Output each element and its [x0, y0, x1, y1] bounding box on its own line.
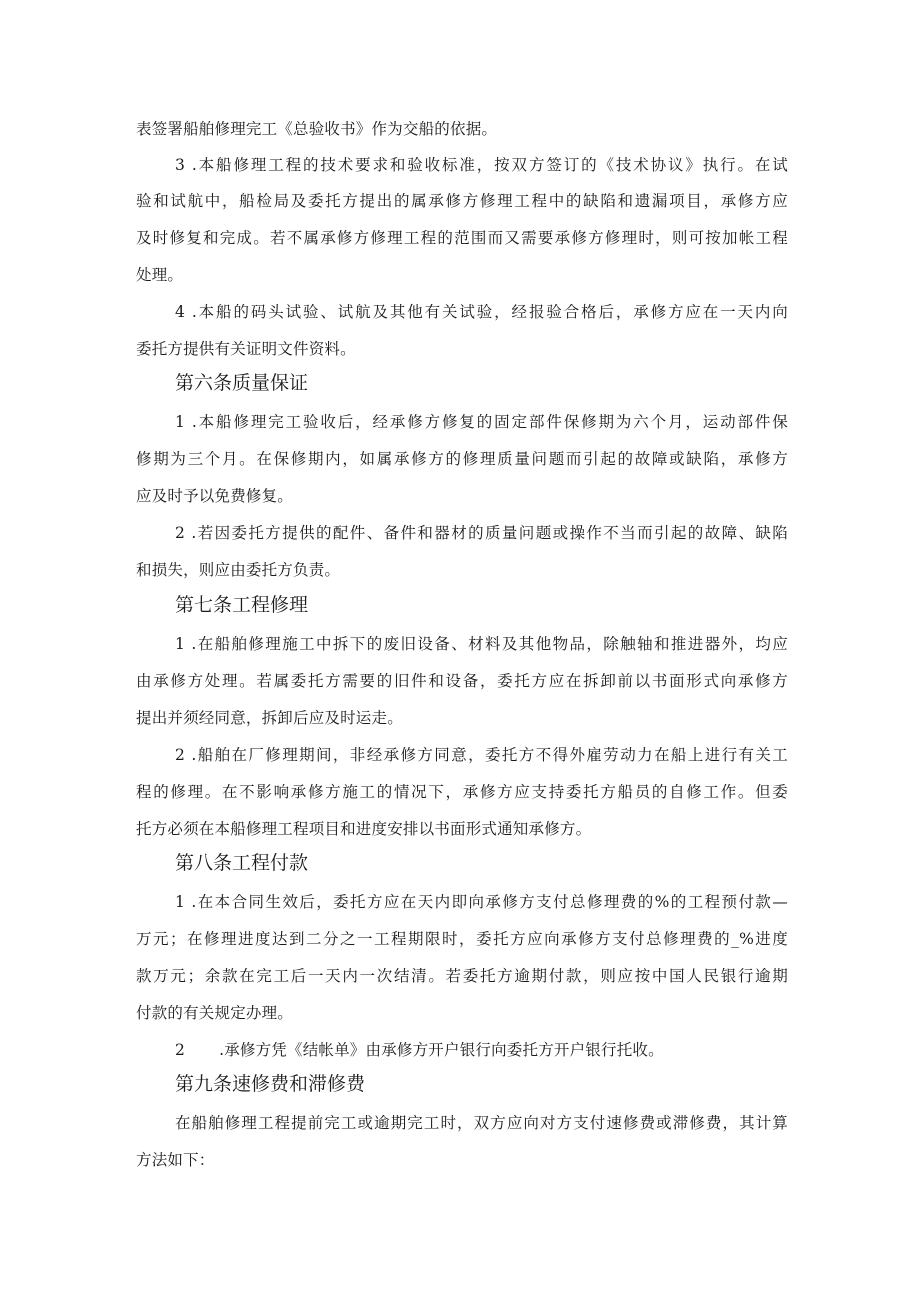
paragraph-line: 程的修理。在不影响承修方施工的情况下，承修方应支持委托方船员的自修工作。但委 — [136, 783, 788, 801]
paragraph-line: 2 .若因委托方提供的配件、备件和器材的质量问题或操作不当而引起的故障、缺陷 — [175, 524, 788, 542]
paragraph-line: 验和试航中，船检局及委托方提出的属承修方修理工程中的缺陷和遗漏项目，承修方应 — [136, 192, 788, 210]
paragraph-line: 应及时予以免费修复。 — [136, 487, 294, 505]
section-heading: 第八条工程付款 — [175, 852, 309, 874]
item-text: .承修方凭《结帐单》由承修方开户银行向委托方开户银行托收。 — [219, 1041, 664, 1059]
paragraph-line: 款万元；余款在完工后一天内一次结清。若委托方逾期付款，则应按中国人民银行逾期 — [136, 967, 788, 985]
paragraph-line: 1 .在船舶修理施工中拆下的废旧设备、材料及其他物品，除触轴和推进器外，均应 — [175, 635, 788, 653]
paragraph-line: 方法如下： — [136, 1151, 215, 1169]
item-number: 2 — [175, 1041, 186, 1059]
paragraph-line: 2 .船舶在厂修理期间，非经承修方同意，委托方不得外雇劳动力在船上进行有关工 — [175, 746, 788, 764]
paragraph-line: 及时修复和完成。若不属承修方修理工程的范围而又需要承修方修理时，则可按加帐工程 — [136, 229, 788, 247]
paragraph-line: 1 .本船修理完工验收后，经承修方修复的固定部件保修期为六个月，运动部件保 — [175, 413, 788, 431]
paragraph-line: 由承修方处理。若属委托方需要的旧件和设备，委托方应在拆卸前以书面形式向承修方 — [136, 672, 788, 690]
paragraph-line: 托方必须在本船修理工程项目和进度安排以书面形式通知承修方。 — [136, 820, 592, 838]
paragraph-line: 委托方提供有关证明文件资料。 — [136, 340, 356, 358]
paragraph-line: 1 .在本合同生效后，委托方应在天内即向承修方支付总修理费的%的工程预付款— — [175, 893, 788, 911]
paragraph-line: 3 .本船修理工程的技术要求和验收标准，按双方签订的《技术协议》执行。在试 — [175, 156, 788, 174]
paragraph-line: 4 .本船的码头试验、试航及其他有关试验，经报验合格后，承修方应在一天内向 — [175, 303, 788, 321]
paragraph-line: 万元；在修理进度达到二分之一工程期限时，委托方应向承修方支付总修理费的_%进度 — [136, 930, 788, 948]
paragraph-line: 处理。 — [136, 266, 184, 284]
paragraph-line: 和损失，则应由委托方负责。 — [136, 561, 341, 579]
paragraph-line: 提出并须经同意，拆卸后应及时运走。 — [136, 709, 403, 727]
section-heading: 第九条速修费和滞修费 — [175, 1073, 366, 1095]
paragraph-line: 付款的有关规定办理。 — [136, 1004, 294, 1022]
paragraph-line — [175, 1039, 664, 1061]
paragraph-line: 在船舶修理工程提前完工或逾期完工时，双方应向对方支付速修费或滞修费，其计算 — [175, 1114, 788, 1132]
section-heading: 第七条工程修理 — [175, 594, 309, 616]
paragraph-line: 表签署船舶修理完工《总验收书》作为交船的依据。 — [136, 120, 498, 138]
section-heading: 第六条质量保证 — [175, 372, 309, 394]
paragraph-line: 修期为三个月。在保修期内，如属承修方的修理质量问题而引起的故障或缺陷，承修方 — [136, 450, 788, 468]
